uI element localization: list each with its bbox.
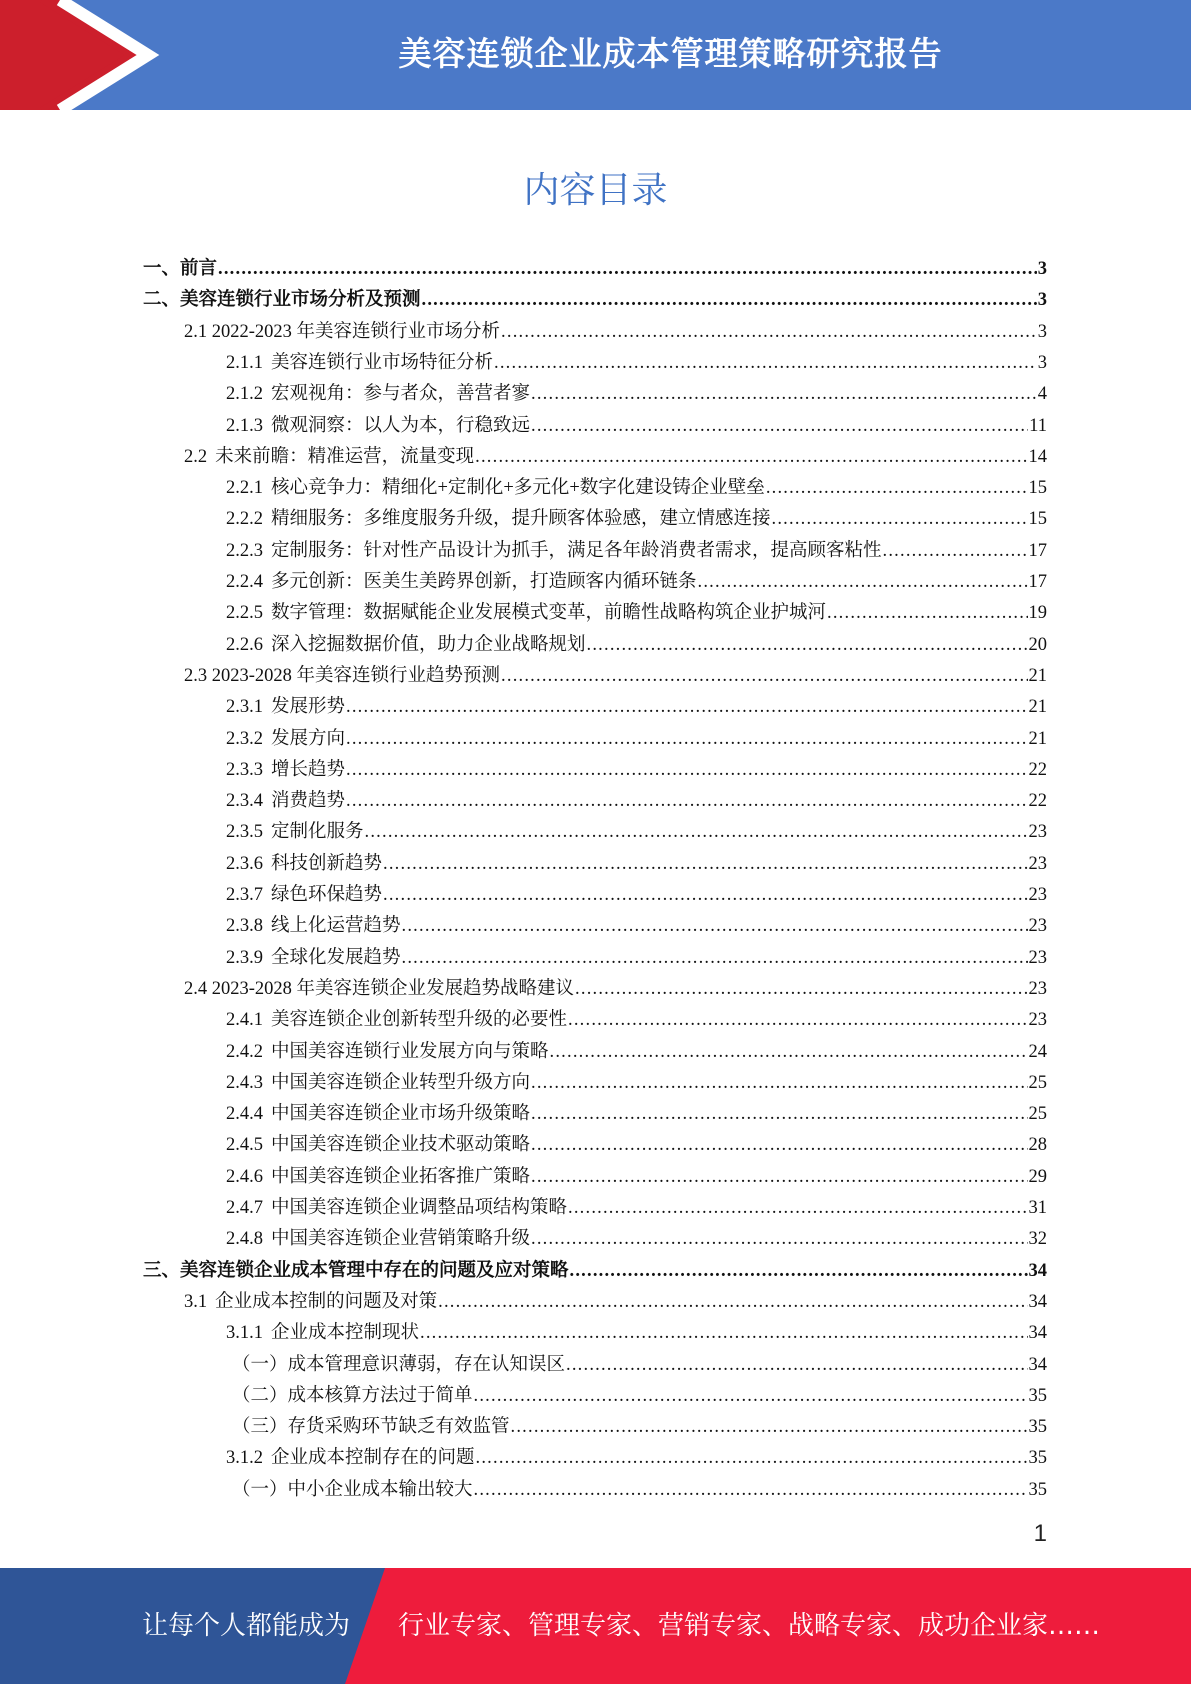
toc-heading: 内容目录 [523, 170, 668, 211]
toc-entry-page: 22 [1028, 759, 1047, 780]
toc-entry-label [232, 1475, 473, 1501]
toc-entry-number: 2.2.4 [226, 572, 263, 592]
toc-entry-number: 2.1.3 [226, 415, 263, 436]
toc-entry-page: 3 [1037, 321, 1047, 342]
toc-entry-text: 美容连锁行业市场特征分析 [271, 352, 494, 373]
toc-entry[interactable] [226, 943, 1047, 974]
toc-dot-leader [365, 822, 1028, 843]
toc-entry-number: 2.1.2 [226, 384, 263, 405]
toc-entry-number: 2.4.3 [226, 1072, 263, 1093]
toc-entry-label [226, 630, 586, 656]
toc-entry[interactable] [184, 974, 1047, 1005]
toc-dot-leader [438, 1292, 1027, 1313]
toc-entry-text: （二）成本核算方法过于简单 [232, 1385, 473, 1406]
toc-entry-text: 企业成本控制存在的问题 [271, 1448, 475, 1469]
toc-dot-leader [420, 1323, 1027, 1344]
toc-entry[interactable] [226, 911, 1047, 942]
toc-entry[interactable] [226, 567, 1047, 598]
toc-dot-leader [346, 760, 1027, 781]
toc-entry[interactable] [226, 630, 1047, 661]
toc-dot-leader [550, 1042, 1028, 1063]
toc-entry-number: 2.3.6 [226, 853, 263, 874]
toc-entry-page: 3 [1037, 290, 1047, 311]
toc-entry-text: （一）中小企业成本输出较大 [232, 1479, 473, 1500]
toc-entry[interactable] [226, 348, 1047, 379]
toc-entry[interactable] [226, 786, 1047, 817]
toc-entry-label [232, 1381, 473, 1407]
toc-entry[interactable] [226, 1443, 1047, 1474]
toc-entry-page: 22 [1028, 791, 1047, 812]
toc-entry-text: 增长趋势 [271, 759, 346, 780]
toc-entry-text: 定制服务：针对性产品设计为抓手，满足各年龄消费者需求，提高顾客粘性 [271, 540, 882, 561]
toc-entry-page: 28 [1028, 1135, 1047, 1156]
toc-dot-leader [383, 885, 1027, 906]
toc-entry-label [226, 473, 765, 499]
toc-entry-text: 核心竞争力：精细化+定制化+多元化+数字化建设铸企业壁垒 [271, 478, 765, 499]
page-number: 1 [1033, 1520, 1047, 1547]
toc-entry-label [226, 1068, 530, 1094]
toc-entry-label [226, 911, 401, 937]
toc-entry-text: 一、前言 [143, 259, 218, 279]
toc-dot-leader [531, 1167, 1027, 1188]
toc-dot-leader [422, 290, 1037, 311]
toc-entry-text: 2.3 2023-2028 年美容连锁行业趋势预测 [184, 665, 501, 686]
toc-entry-number: 2.2.6 [226, 634, 263, 655]
toc-entry[interactable] [226, 1068, 1047, 1099]
toc-entry-text: 三、美容连锁企业成本管理中存在的问题及应对策略 [143, 1260, 569, 1281]
toc-entry-page: 34 [1028, 1291, 1047, 1312]
toc-entry-page: 29 [1028, 1166, 1047, 1187]
toc-entry-label [226, 1130, 530, 1156]
toc-entry-page: 23 [1028, 822, 1047, 843]
toc-dot-leader [402, 916, 1028, 937]
toc-entry[interactable] [226, 1037, 1047, 1068]
toc-entry-page: 21 [1028, 728, 1047, 749]
toc-entry-page: 15 [1028, 478, 1047, 499]
toc-entry[interactable] [226, 598, 1047, 629]
toc-entry-page: 24 [1028, 1041, 1047, 1062]
toc-entry-page: 35 [1028, 1385, 1047, 1406]
toc-entry-page: 34 [1028, 1323, 1047, 1344]
toc-entry-text: 二、美容连锁行业市场分析及预测 [143, 290, 421, 311]
toc-entry-label [226, 1162, 530, 1188]
toc-dot-leader [587, 635, 1028, 656]
toc-entry-number: 3.1 [184, 1291, 208, 1312]
toc-entry-label [226, 755, 345, 781]
toc-dot-leader [346, 791, 1027, 812]
toc-entry-text: 宏观视角：参与者众，善营者寥 [271, 384, 531, 405]
toc-entry[interactable] [226, 379, 1047, 410]
toc-entry[interactable] [226, 1130, 1047, 1161]
toc-entry-page: 23 [1028, 885, 1047, 905]
toc-dot-leader [531, 1104, 1027, 1125]
toc-entry-number: 2.2 [184, 446, 208, 467]
toc-entry-text: 定制化服务 [271, 822, 364, 843]
toc-entry[interactable] [226, 1099, 1047, 1130]
toc-entry-page: 19 [1028, 603, 1047, 624]
toc-entry-number: 2.3.2 [226, 728, 263, 749]
toc-entry[interactable] [226, 473, 1047, 504]
toc-dot-leader [511, 1417, 1028, 1438]
toc-entry-number: 2.1.1 [226, 352, 263, 373]
toc-dot-leader [474, 1386, 1028, 1407]
toc-entry-page: 23 [1028, 978, 1047, 999]
toc-entry-text: 中国美容连锁企业技术驱动策略 [271, 1135, 531, 1156]
toc-entry-text: 线上化运营趋势 [271, 916, 401, 937]
toc-entry[interactable] [232, 1350, 1047, 1381]
footer-slogan-right: 行业专家、管理专家、营销专家、战略专家、成功企业家…… [398, 1611, 1101, 1641]
toc-entry-label [184, 661, 500, 687]
toc-entry-number: 2.3.7 [226, 885, 263, 905]
toc-dot-leader [531, 1229, 1027, 1250]
toc-dot-leader [766, 478, 1028, 499]
toc-entry-label [226, 1443, 475, 1469]
toc-entry-text: 科技创新趋势 [271, 853, 383, 874]
toc-dot-leader [475, 447, 1027, 468]
toc-entry-page: 23 [1028, 853, 1047, 874]
toc-entry-label [226, 567, 697, 593]
toc-entry-label [226, 598, 826, 624]
toc-entry-number: 3.1.1 [226, 1323, 263, 1344]
toc-entry[interactable] [226, 1224, 1047, 1255]
toc-entry[interactable] [232, 1381, 1047, 1412]
toc-entry-text: 微观洞察：以人为本，行稳致远 [271, 415, 531, 436]
toc-entry-text: 中国美容连锁企业营销策略升级 [271, 1229, 531, 1250]
toc-entry-text: 绿色环保趋势 [271, 885, 383, 905]
toc-entry-text: 中国美容连锁企业调整品项结构策略 [271, 1198, 568, 1218]
toc-entry-number: 2.2.3 [226, 540, 263, 561]
toc-entry-page: 25 [1028, 1104, 1047, 1125]
toc-entry-page: 20 [1028, 634, 1047, 655]
toc-dot-leader [698, 572, 1028, 593]
toc-dot-leader [531, 1073, 1027, 1094]
toc-entry-text: 多元创新：医美生美跨界创新，打造顾客内循环链条 [271, 572, 697, 592]
toc-entry-page: 35 [1028, 1417, 1047, 1438]
toc-entry-number: 2.3.4 [226, 791, 263, 812]
toc-entry-label [226, 849, 382, 875]
toc-entry-page: 35 [1028, 1479, 1047, 1500]
toc-entry-number: 2.4.5 [226, 1135, 263, 1156]
toc-entry-number: 2.3.8 [226, 916, 263, 937]
toc-entry-label [184, 974, 574, 1000]
toc-entry-page: 34 [1028, 1260, 1047, 1281]
toc-entry-page: 14 [1028, 446, 1047, 467]
toc-entry-page: 23 [1028, 947, 1047, 968]
toc-entry-page: 11 [1029, 415, 1047, 436]
toc-entry-label [226, 1099, 530, 1125]
toc-entry-label [184, 1287, 437, 1313]
toc-entry-text: （一）成本管理意识薄弱，存在认知误区 [232, 1354, 566, 1375]
toc-entry-label [184, 317, 500, 343]
toc-entry-text: 未来前瞻：精准运营，流量变现 [215, 446, 475, 467]
toc-dot-leader [531, 384, 1037, 405]
toc-entry[interactable] [226, 411, 1047, 442]
toc-dot-leader [531, 416, 1028, 437]
toc-entry-label [226, 1005, 567, 1031]
toc-entry-label [226, 786, 345, 812]
toc-entry-label [232, 1412, 510, 1438]
toc-entry-text: 全球化发展趋势 [271, 947, 401, 968]
toc-entry-label [226, 1318, 419, 1344]
toc-entry-label [226, 504, 771, 530]
toc-entry[interactable] [226, 1193, 1047, 1224]
toc-entry-number: 2.4.7 [226, 1198, 263, 1218]
toc-entry-number: 2.3.3 [226, 759, 263, 780]
toc-entry-number: 2.4.6 [226, 1166, 263, 1187]
toc-entry-text: 深入挖掘数据价值，助力企业战略规划 [271, 634, 586, 655]
toc-entry[interactable] [184, 1287, 1047, 1318]
toc-dot-leader [772, 509, 1028, 530]
toc-entry-text: 2.4 2023-2028 年美容连锁企业发展趋势战略建议 [184, 978, 575, 999]
toc-entry-label [232, 1350, 565, 1376]
toc-entry-page: 17 [1028, 572, 1047, 592]
toc-entry-text: 精细服务：多维度服务升级，提升顾客体验感，建立情感连接 [271, 509, 771, 530]
toc-entry-label [143, 1256, 569, 1282]
report-title: 美容连锁企业成本管理策略研究报告 [398, 34, 943, 73]
toc-entry[interactable] [184, 661, 1047, 692]
report-header [0, 0, 1191, 110]
toc-entry[interactable] [232, 1475, 1047, 1506]
toc-entry-page: 31 [1028, 1198, 1047, 1218]
toc-entry-text: 中国美容连锁企业转型升级方向 [271, 1072, 531, 1093]
toc-entry-page: 21 [1028, 697, 1047, 718]
toc-entry[interactable] [143, 254, 1047, 285]
toc-dot-leader [531, 1135, 1027, 1156]
toc-dot-leader [346, 729, 1027, 750]
toc-entry-text: 发展方向 [271, 728, 346, 749]
toc-entry-page: 4 [1037, 384, 1047, 405]
toc-entry-label [226, 943, 401, 969]
toc-entry[interactable] [226, 1005, 1047, 1036]
toc-entry-label [226, 348, 493, 374]
toc-entry[interactable] [226, 849, 1047, 880]
toc-entry-label [226, 817, 364, 843]
toc-entry-label [226, 1037, 549, 1063]
toc-entry-label [226, 724, 345, 750]
toc-dot-leader [474, 1480, 1028, 1501]
toc-entry-text: 中国美容连锁企业市场升级策略 [271, 1104, 531, 1125]
toc-dot-leader [568, 1198, 1027, 1219]
toc-entry[interactable] [226, 536, 1047, 567]
toc-entry[interactable] [226, 1318, 1047, 1349]
toc-entry-text: 2.1 2022-2023 年美容连锁行业市场分析 [184, 321, 501, 342]
toc-entry[interactable] [143, 1256, 1047, 1287]
toc-entry[interactable] [226, 1162, 1047, 1193]
toc-entry-page: 34 [1028, 1354, 1047, 1375]
toc-dot-leader [494, 353, 1037, 374]
toc-entry-page: 32 [1028, 1229, 1047, 1250]
toc-entry-number: 2.4.2 [226, 1041, 263, 1062]
toc-entry-page: 35 [1028, 1448, 1047, 1469]
toc-entry-number: 2.3.1 [226, 697, 263, 718]
toc-entry[interactable] [226, 817, 1047, 848]
toc-dot-leader [501, 322, 1037, 343]
toc-entry-page: 17 [1028, 540, 1047, 561]
toc-entry-text: 数字管理：数据赋能企业发展模式变革，前瞻性战略构筑企业护城河 [271, 603, 827, 624]
toc-entry-text: （三）存货采购环节缺乏有效监管 [232, 1417, 510, 1438]
toc-dot-leader [568, 1010, 1027, 1031]
toc-entry[interactable] [143, 285, 1047, 316]
toc-entry-text: 中国美容连锁行业发展方向与策略 [271, 1041, 549, 1062]
toc-entry[interactable] [232, 1412, 1047, 1443]
toc-entry[interactable] [226, 755, 1047, 786]
toc-dot-leader [883, 541, 1028, 562]
toc-entry-label [226, 1224, 530, 1250]
toc-entry-label [226, 536, 882, 562]
toc-entry-label [226, 880, 382, 906]
toc-entry-number: 3.1.2 [226, 1448, 263, 1469]
toc-entry-label [226, 1193, 567, 1219]
toc-entry-text: 中国美容连锁企业拓客推广策略 [271, 1166, 531, 1187]
toc-entry-number: 2.3.5 [226, 822, 263, 843]
toc-entry[interactable] [226, 692, 1047, 723]
toc-entry-label [226, 411, 530, 437]
toc-entry-page: 23 [1028, 1010, 1047, 1031]
toc-entry-text: 消费趋势 [271, 791, 346, 812]
toc-entry-number: 2.2.2 [226, 509, 263, 530]
footer-slogan-left: 让每个人都能成为 [142, 1611, 351, 1641]
toc-entry[interactable] [184, 317, 1047, 348]
toc-entry-label [226, 692, 345, 718]
toc-entry[interactable] [226, 724, 1047, 755]
toc-dot-leader [566, 1355, 1027, 1376]
toc-entry-text: 企业成本控制现状 [271, 1323, 420, 1344]
toc-entry-page: 23 [1028, 916, 1047, 937]
toc-dot-leader [570, 1261, 1028, 1282]
toc-entry-number: 2.2.1 [226, 478, 263, 499]
toc-entry-label [143, 254, 217, 280]
toc-entry-label [184, 442, 474, 468]
toc-entry-number: 2.4.8 [226, 1229, 263, 1250]
toc-entry[interactable] [226, 504, 1047, 535]
toc-entry-page: 21 [1028, 665, 1047, 686]
toc-dot-leader [402, 948, 1028, 969]
toc-entry[interactable] [184, 442, 1047, 473]
toc-entry-text: 企业成本控制的问题及对策 [215, 1291, 438, 1312]
toc-dot-leader [383, 854, 1027, 875]
toc-entry-text: 美容连锁企业创新转型升级的必要性 [271, 1010, 568, 1031]
toc-entry-page: 3 [1037, 259, 1047, 279]
toc-entry-number: 2.4.4 [226, 1104, 263, 1125]
toc-dot-leader [476, 1448, 1028, 1469]
toc-dot-leader [501, 666, 1027, 687]
toc-dot-leader [575, 979, 1027, 1000]
toc-entry-page: 25 [1028, 1072, 1047, 1093]
toc-dot-leader [218, 259, 1037, 280]
toc-entry-page: 3 [1037, 352, 1047, 373]
toc-entry-number: 2.4.1 [226, 1010, 263, 1031]
toc-entry-label [226, 379, 530, 405]
toc-entry-label [143, 285, 421, 311]
toc-entry-number: 2.3.9 [226, 947, 263, 968]
toc-entry[interactable] [226, 880, 1047, 911]
toc-entry-number: 2.2.5 [226, 603, 263, 624]
report-footer [0, 1568, 1191, 1684]
toc-dot-leader [827, 603, 1027, 624]
toc-dot-leader [346, 697, 1027, 718]
toc-entry-page: 15 [1028, 509, 1047, 530]
toc-entry-text: 发展形势 [271, 697, 346, 718]
